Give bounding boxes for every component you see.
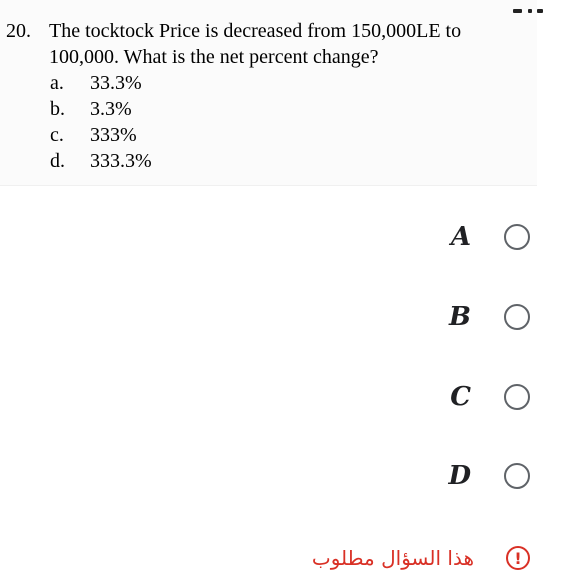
option-letter: d. <box>50 150 65 172</box>
option-letter: a. <box>50 72 64 94</box>
choice-b[interactable] <box>410 297 530 337</box>
question-body: The tocktock Price is decreased from 150,000LE to 100,000. What is the net percent change? <box>49 20 462 68</box>
option-letter: b. <box>50 98 65 120</box>
choice-label: C <box>450 382 471 412</box>
required-warning <box>290 538 530 578</box>
radio-button-c[interactable] <box>504 384 530 410</box>
radio-button-d[interactable] <box>504 463 530 489</box>
decorative-marks <box>513 9 543 14</box>
question-number: 20. <box>6 20 31 42</box>
error-icon: ! <box>506 546 530 570</box>
question-card <box>0 0 537 186</box>
choice-label: B <box>449 302 471 332</box>
option-text: 333% <box>90 124 137 146</box>
option-text: 33.3% <box>90 72 142 94</box>
choice-d[interactable] <box>410 456 530 496</box>
option-a <box>50 70 152 96</box>
choice-a[interactable] <box>410 217 530 257</box>
option-text: 333.3% <box>90 150 152 172</box>
option-b <box>50 96 152 122</box>
option-text: 3.3% <box>90 98 132 120</box>
choice-c[interactable] <box>410 377 530 417</box>
option-letter: c. <box>50 124 64 146</box>
radio-button-a[interactable] <box>504 224 530 250</box>
option-d <box>50 148 152 174</box>
radio-button-b[interactable] <box>504 304 530 330</box>
required-message: هذا السؤال مطلوب <box>311 546 474 570</box>
option-c <box>50 122 152 148</box>
choice-label: D <box>448 461 471 491</box>
option-list <box>50 70 152 174</box>
choice-label: A <box>450 222 471 252</box>
question-text <box>6 18 526 70</box>
